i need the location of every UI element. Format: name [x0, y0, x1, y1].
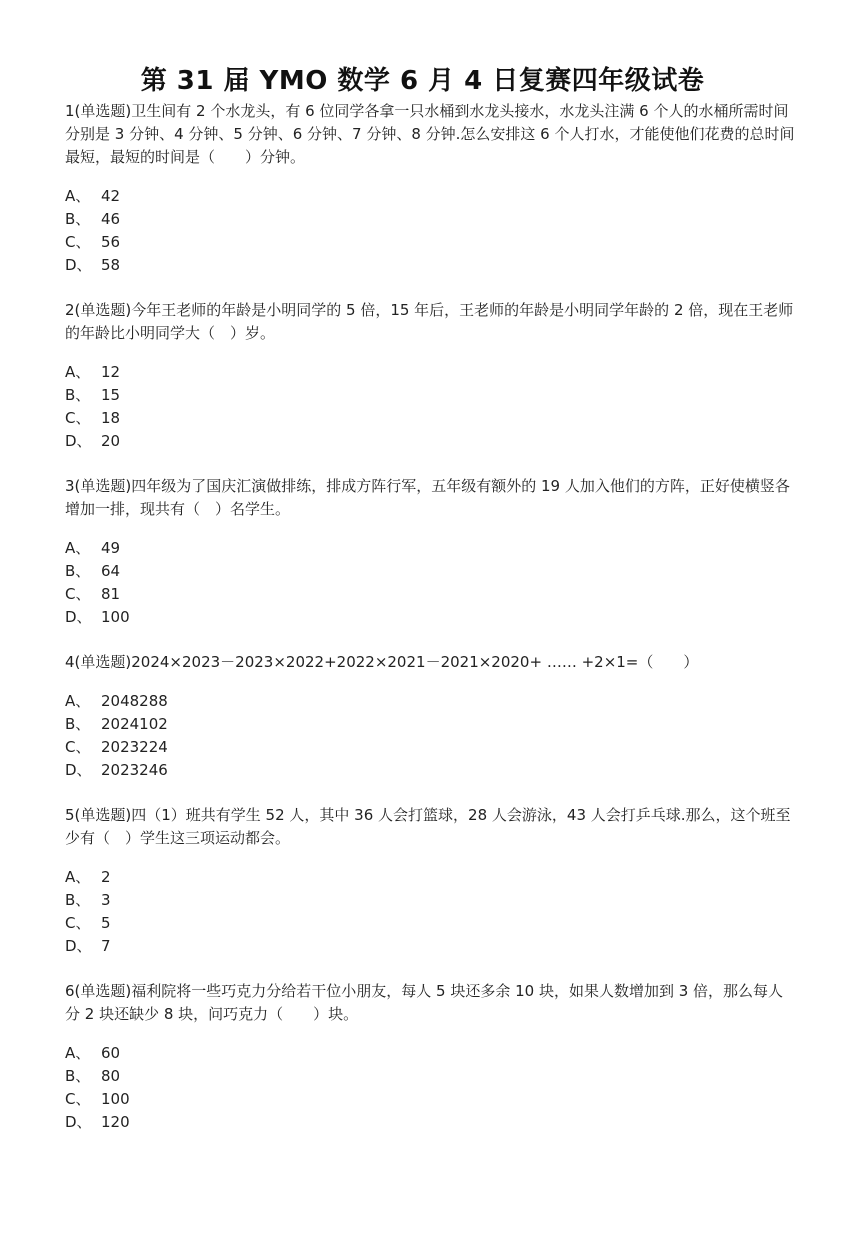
option-value: 49 — [101, 539, 121, 557]
option-value: 20 — [101, 432, 121, 450]
option-b[interactable] — [65, 560, 795, 583]
option-value: 100 — [101, 608, 130, 626]
option-b[interactable] — [65, 1065, 795, 1088]
option-letter: B、 — [65, 1067, 91, 1085]
option-letter: A、 — [65, 187, 91, 205]
option-list — [65, 361, 795, 453]
option-c[interactable] — [65, 407, 795, 430]
option-value: 100 — [101, 1090, 130, 1108]
option-value: 56 — [101, 233, 121, 251]
option-value: 2 — [101, 868, 111, 886]
option-a[interactable] — [65, 361, 795, 384]
option-value: 46 — [101, 210, 121, 228]
option-a[interactable] — [65, 690, 795, 713]
option-list — [65, 866, 795, 958]
option-d[interactable] — [65, 935, 795, 958]
option-letter: A、 — [65, 1044, 91, 1062]
option-letter: D、 — [65, 256, 92, 274]
option-letter: C、 — [65, 233, 91, 251]
option-value: 2023224 — [101, 738, 168, 756]
option-letter: A、 — [65, 363, 91, 381]
question-text: 4(单选题)2024×2023－2023×2022+2022×2021－2021×2020+ …… +2×1=（ ） — [65, 653, 699, 671]
page-title: 第 31 届 YMO 数学 6 月 4 日复赛四年级试卷 — [140, 66, 705, 96]
option-letter: D、 — [65, 937, 92, 955]
option-value: 81 — [101, 585, 121, 603]
option-value: 3 — [101, 891, 111, 909]
option-letter: C、 — [65, 738, 91, 756]
option-b[interactable] — [65, 384, 795, 407]
option-d[interactable] — [65, 430, 795, 453]
question-4 — [65, 651, 795, 782]
option-d[interactable] — [65, 759, 795, 782]
option-value: 120 — [101, 1113, 130, 1131]
option-value: 5 — [101, 914, 111, 932]
option-a[interactable] — [65, 185, 795, 208]
question-text: 2(单选题)今年王老师的年龄是小明同学的 5 倍，15 年后，王老师的年龄是小明同学年龄的 2 倍，现在王老师的年龄比小明同学大（ ）岁。 — [65, 301, 794, 342]
option-list — [65, 1042, 795, 1134]
option-list — [65, 690, 795, 782]
option-letter: C、 — [65, 1090, 91, 1108]
option-b[interactable] — [65, 713, 795, 736]
option-value: 12 — [101, 363, 121, 381]
option-letter: B、 — [65, 386, 91, 404]
option-a[interactable] — [65, 866, 795, 889]
option-letter: C、 — [65, 914, 91, 932]
option-list — [65, 537, 795, 629]
question-text: 3(单选题)四年级为了国庆汇演做排练，排成方阵行军，五年级有额外的 19 人加入他们的方阵，正好使横竖各增加一排，现共有（ ）名学生。 — [65, 477, 790, 518]
option-c[interactable] — [65, 736, 795, 759]
option-list — [65, 185, 795, 277]
option-value: 80 — [101, 1067, 121, 1085]
option-value: 2023246 — [101, 761, 168, 779]
option-b[interactable] — [65, 208, 795, 231]
option-value: 42 — [101, 187, 121, 205]
option-letter: D、 — [65, 761, 92, 779]
option-value: 15 — [101, 386, 121, 404]
option-letter: A、 — [65, 692, 91, 710]
option-c[interactable] — [65, 1088, 795, 1111]
option-letter: C、 — [65, 409, 91, 427]
option-value: 60 — [101, 1044, 121, 1062]
option-a[interactable] — [65, 1042, 795, 1065]
option-d[interactable] — [65, 1111, 795, 1134]
option-letter: B、 — [65, 562, 91, 580]
option-value: 2048288 — [101, 692, 168, 710]
option-letter: A、 — [65, 539, 91, 557]
question-6 — [65, 980, 795, 1134]
option-letter: D、 — [65, 432, 92, 450]
option-letter: B、 — [65, 891, 91, 909]
option-a[interactable] — [65, 537, 795, 560]
question-5 — [65, 804, 795, 958]
option-d[interactable] — [65, 254, 795, 277]
option-letter: A、 — [65, 868, 91, 886]
option-d[interactable] — [65, 606, 795, 629]
option-value: 64 — [101, 562, 121, 580]
option-value: 18 — [101, 409, 121, 427]
question-text: 5(单选题)四（1）班共有学生 52 人，其中 36 人会打篮球，28 人会游泳，43 人会打乒乓球.那么，这个班至少有（ ）学生这三项运动都会。 — [65, 806, 791, 847]
option-value: 7 — [101, 937, 111, 955]
question-2 — [65, 299, 795, 453]
option-c[interactable] — [65, 912, 795, 935]
option-b[interactable] — [65, 889, 795, 912]
option-letter: B、 — [65, 715, 91, 733]
question-text: 1(单选题)卫生间有 2 个水龙头，有 6 位同学各拿一只水桶到水龙头接水，水龙头注满 6 个人的水桶所需时间分别是 3 分钟、4 分钟、5 分钟、6 分钟、7 分钟、8 分钟.怎么安排这 6 个人打水，才能使他们花费的总时间最短，最短的时间是（ ）分钟。 — [65, 102, 795, 166]
option-c[interactable] — [65, 583, 795, 606]
question-3 — [65, 475, 795, 629]
option-value: 58 — [101, 256, 121, 274]
option-letter: D、 — [65, 1113, 92, 1131]
question-1 — [65, 100, 795, 277]
option-letter: C、 — [65, 585, 91, 603]
option-letter: D、 — [65, 608, 92, 626]
option-value: 2024102 — [101, 715, 168, 733]
option-letter: B、 — [65, 210, 91, 228]
option-c[interactable] — [65, 231, 795, 254]
question-text: 6(单选题)福利院将一些巧克力分给若干位小朋友，每人 5 块还多余 10 块，如果人数增加到 3 倍，那么每人分 2 块还缺少 8 块，问巧克力（ ）块。 — [65, 982, 784, 1023]
question-list — [65, 100, 795, 1156]
